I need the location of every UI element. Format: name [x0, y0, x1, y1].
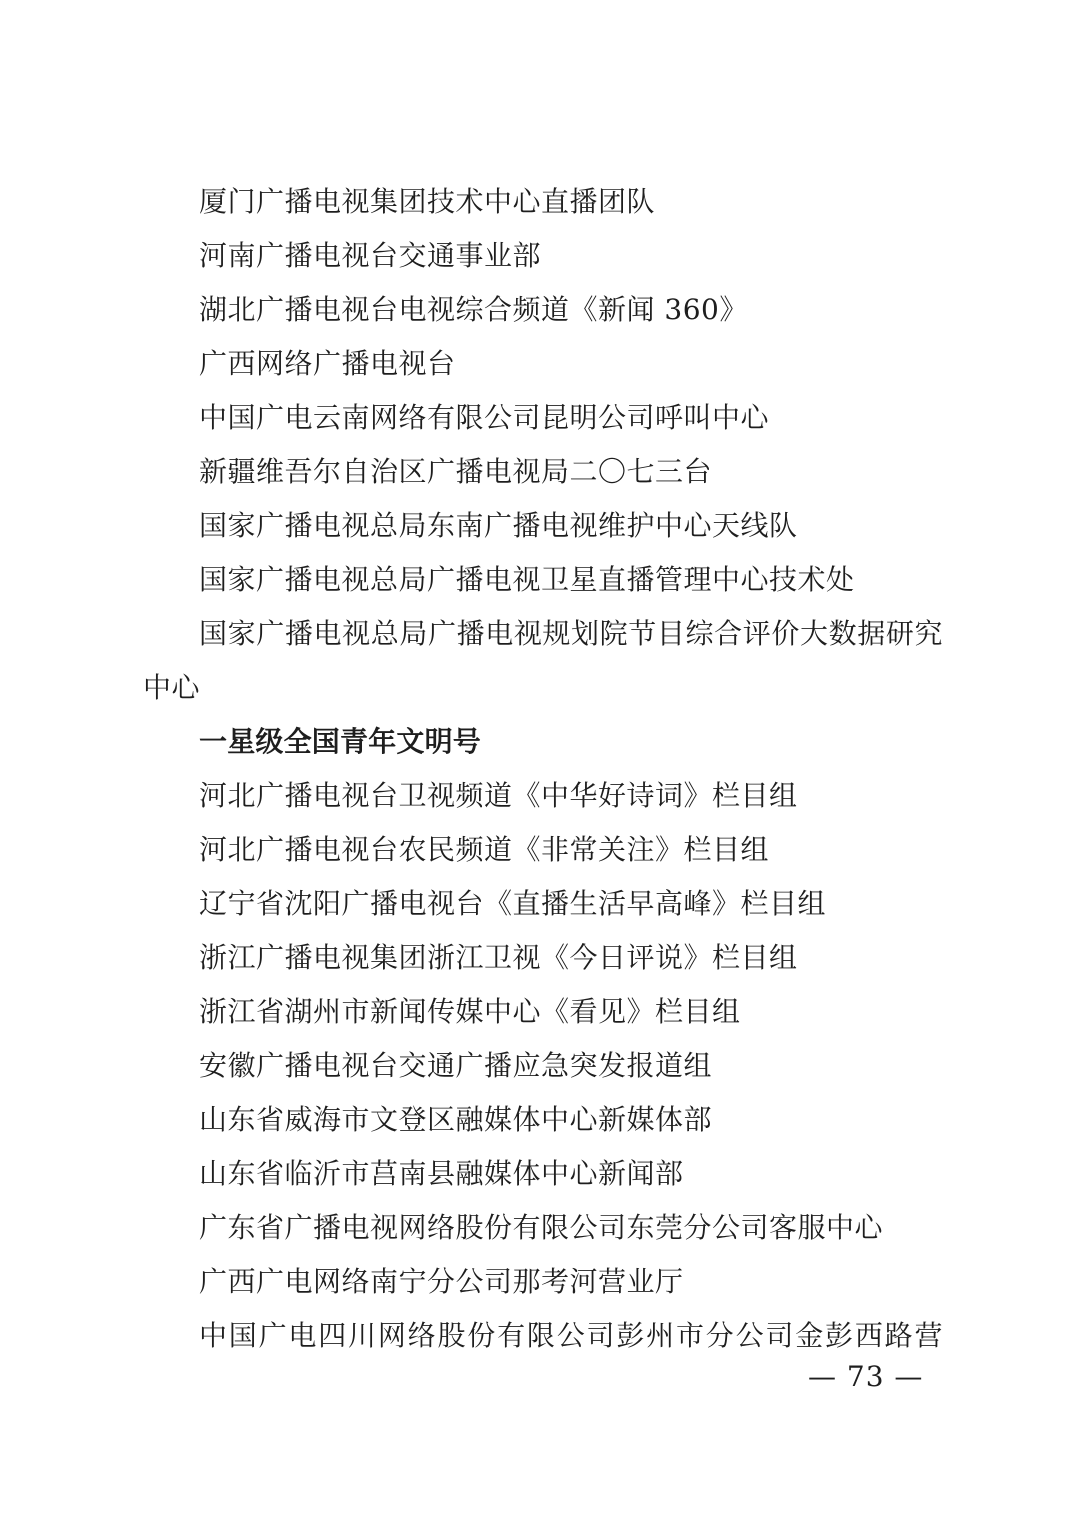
text-line: 新疆维吾尔自治区广播电视局二〇七三台: [199, 455, 713, 488]
text-line: 国家广播电视总局广播电视规划院节目综合评价大数据研究: [199, 617, 943, 650]
text-line: 河南广播电视台交通事业部: [199, 239, 542, 272]
document-body: [143, 175, 943, 1363]
page-number: — 73 —: [808, 1360, 924, 1393]
text-line: 辽宁省沈阳广播电视台《直播生活早高峰》栏目组: [199, 887, 827, 920]
text-line: 中心: [143, 671, 201, 704]
section-heading: 一星级全国青年文明号: [199, 725, 482, 758]
text-line: 国家广播电视总局东南广播电视维护中心天线队: [199, 509, 798, 542]
text-line: 中国广电四川网络股份有限公司彭州市分公司金彭西路营: [199, 1319, 943, 1352]
lines-container: [143, 175, 943, 1363]
text-line: 广东省广播电视网络股份有限公司东莞分公司客服中心: [199, 1211, 884, 1244]
text-line: 河北广播电视台农民频道《非常关注》栏目组: [199, 833, 770, 866]
text-line: 国家广播电视总局广播电视卫星直播管理中心技术处: [199, 563, 855, 596]
text-line: 中国广电云南网络有限公司昆明公司呼叫中心: [199, 401, 770, 434]
text-line: 浙江省湖州市新闻传媒中心《看见》栏目组: [199, 995, 741, 1028]
text-line: 广西广电网络南宁分公司那考河营业厅: [199, 1265, 684, 1298]
text-line: 山东省威海市文登区融媒体中心新媒体部: [199, 1103, 713, 1136]
text-line: 湖北广播电视台电视综合频道《新闻 360》: [199, 293, 748, 326]
text-line: 广西网络广播电视台: [199, 347, 456, 380]
text-line: 安徽广播电视台交通广播应急突发报道组: [199, 1049, 713, 1082]
text-line: 河北广播电视台卫视频道《中华好诗词》栏目组: [199, 779, 798, 812]
text-line: 厦门广播电视集团技术中心直播团队: [199, 185, 656, 218]
text-line: 浙江广播电视集团浙江卫视《今日评说》栏目组: [199, 941, 798, 974]
text-line: 山东省临沂市莒南县融媒体中心新闻部: [199, 1157, 684, 1190]
